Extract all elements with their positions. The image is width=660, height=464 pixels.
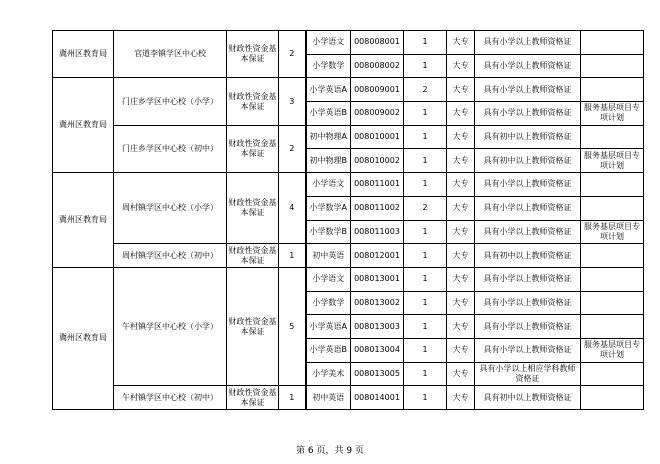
dept-cell: 冀州区教育局 bbox=[53, 173, 114, 268]
unit-cell: 门庄乡学区中心校（初中） bbox=[114, 125, 227, 172]
certificate-cell: 具有初中以上教师资格证 bbox=[475, 386, 581, 410]
remark-cell bbox=[581, 125, 644, 149]
code-cell: 008013001 bbox=[351, 267, 404, 291]
total-cell: 1 bbox=[279, 244, 306, 268]
total-cell: 2 bbox=[279, 125, 306, 172]
unit-cell: 官道李镇学区中心校 bbox=[114, 31, 227, 78]
count-cell: 1 bbox=[404, 315, 447, 339]
position-cell: 小学数学B bbox=[306, 220, 351, 244]
count-cell: 1 bbox=[404, 149, 447, 173]
code-cell: 008008002 bbox=[351, 54, 404, 78]
remark-cell bbox=[581, 31, 644, 55]
education-cell: 大专 bbox=[447, 196, 475, 220]
position-cell: 小学英语A bbox=[306, 315, 351, 339]
certificate-cell: 具有小学以上教师资格证 bbox=[475, 31, 581, 55]
remark-cell bbox=[581, 386, 644, 410]
fund-cell: 财政性资金基本保证 bbox=[227, 386, 279, 410]
code-cell: 008011002 bbox=[351, 196, 404, 220]
count-cell: 2 bbox=[404, 196, 447, 220]
count-cell: 1 bbox=[404, 173, 447, 197]
certificate-cell: 具有小学以上相应学科教师资格证 bbox=[475, 362, 581, 386]
dept-cell: 冀州区教育局 bbox=[53, 78, 114, 173]
remark-cell bbox=[581, 196, 644, 220]
certificate-cell: 具有小学以上教师资格证 bbox=[475, 54, 581, 78]
code-cell: 008009001 bbox=[351, 78, 404, 102]
position-cell: 小学语文 bbox=[306, 173, 351, 197]
table-row bbox=[53, 173, 644, 197]
education-cell: 大专 bbox=[447, 78, 475, 102]
education-cell: 大专 bbox=[447, 125, 475, 149]
unit-cell: 午村镇学区中心校（小学） bbox=[114, 267, 227, 385]
education-cell: 大专 bbox=[447, 54, 475, 78]
fund-cell: 财政性资金基本保证 bbox=[227, 267, 279, 385]
remark-cell: 服务基层项目专项计划 bbox=[581, 149, 644, 173]
count-cell: 1 bbox=[404, 291, 447, 315]
education-cell: 大专 bbox=[447, 386, 475, 410]
unit-cell: 周村镇学区中心校（初中） bbox=[114, 244, 227, 268]
fund-cell: 财政性资金基本保证 bbox=[227, 244, 279, 268]
code-cell: 008009002 bbox=[351, 102, 404, 126]
total-cell: 1 bbox=[279, 386, 306, 410]
certificate-cell: 具有小学以上教师资格证 bbox=[475, 196, 581, 220]
code-cell: 008011003 bbox=[351, 220, 404, 244]
position-cell: 初中物理A bbox=[306, 125, 351, 149]
fund-cell: 财政性资金基本保证 bbox=[227, 173, 279, 244]
certificate-cell: 具有小学以上教师资格证 bbox=[475, 220, 581, 244]
position-cell: 小学英语B bbox=[306, 102, 351, 126]
page-number: 第 6 页，共 9 页 bbox=[296, 446, 364, 456]
count-cell: 1 bbox=[404, 54, 447, 78]
code-cell: 008014001 bbox=[351, 386, 404, 410]
certificate-cell: 具有小学以上教师资格证 bbox=[475, 173, 581, 197]
education-cell: 大专 bbox=[447, 102, 475, 126]
remark-cell bbox=[581, 267, 644, 291]
remark-cell bbox=[581, 173, 644, 197]
fund-cell: 财政性资金基本保证 bbox=[227, 78, 279, 125]
position-cell: 初中物理B bbox=[306, 149, 351, 173]
count-cell: 1 bbox=[404, 102, 447, 126]
total-cell: 3 bbox=[279, 78, 306, 125]
remark-cell bbox=[581, 78, 644, 102]
count-cell: 1 bbox=[404, 220, 447, 244]
remark-cell: 服务基层项目专项计划 bbox=[581, 102, 644, 126]
dept-cell: 冀州区教育局 bbox=[53, 31, 114, 78]
count-cell: 2 bbox=[404, 78, 447, 102]
remark-cell bbox=[581, 54, 644, 78]
code-cell: 008010001 bbox=[351, 125, 404, 149]
table-row bbox=[53, 78, 644, 102]
education-cell: 大专 bbox=[447, 173, 475, 197]
total-cell: 4 bbox=[279, 173, 306, 244]
code-cell: 008013004 bbox=[351, 338, 404, 362]
total-cell: 5 bbox=[279, 267, 306, 385]
recruitment-table bbox=[52, 30, 644, 410]
code-cell: 008008001 bbox=[351, 31, 404, 55]
education-cell: 大专 bbox=[447, 338, 475, 362]
certificate-cell: 具有初中以上教师资格证 bbox=[475, 149, 581, 173]
position-cell: 小学英语B bbox=[306, 338, 351, 362]
education-cell: 大专 bbox=[447, 315, 475, 339]
remark-cell bbox=[581, 362, 644, 386]
certificate-cell: 具有初中以上教师资格证 bbox=[475, 244, 581, 268]
education-cell: 大专 bbox=[447, 362, 475, 386]
remark-cell: 服务基层项目专项计划 bbox=[581, 220, 644, 244]
count-cell: 1 bbox=[404, 31, 447, 55]
count-cell: 1 bbox=[404, 125, 447, 149]
remark-cell bbox=[581, 291, 644, 315]
count-cell: 1 bbox=[404, 244, 447, 268]
certificate-cell: 具有小学以上教师资格证 bbox=[475, 267, 581, 291]
table-row bbox=[53, 244, 644, 268]
dept-cell: 冀州区教育局 bbox=[53, 267, 114, 409]
table-row bbox=[53, 125, 644, 149]
position-cell: 初中英语 bbox=[306, 244, 351, 268]
code-cell: 008012001 bbox=[351, 244, 404, 268]
total-cell: 2 bbox=[279, 31, 306, 78]
position-cell: 小学美术 bbox=[306, 362, 351, 386]
position-cell: 小学数学 bbox=[306, 291, 351, 315]
education-cell: 大专 bbox=[447, 267, 475, 291]
education-cell: 大专 bbox=[447, 149, 475, 173]
remark-cell: 服务基层项目专项计划 bbox=[581, 338, 644, 362]
certificate-cell: 具有小学以上教师资格证 bbox=[475, 291, 581, 315]
certificate-cell: 具有小学以上教师资格证 bbox=[475, 315, 581, 339]
education-cell: 大专 bbox=[447, 244, 475, 268]
education-cell: 大专 bbox=[447, 291, 475, 315]
remark-cell bbox=[581, 244, 644, 268]
unit-cell: 门庄乡学区中心校（小学） bbox=[114, 78, 227, 125]
position-cell: 小学数学A bbox=[306, 196, 351, 220]
code-cell: 008011001 bbox=[351, 173, 404, 197]
code-cell: 008013002 bbox=[351, 291, 404, 315]
fund-cell: 财政性资金基本保证 bbox=[227, 125, 279, 172]
position-cell: 初中英语 bbox=[306, 386, 351, 410]
table-row bbox=[53, 267, 644, 291]
count-cell: 1 bbox=[404, 386, 447, 410]
unit-cell: 午村镇学区中心校（初中） bbox=[114, 386, 227, 410]
certificate-cell: 具有小学以上教师资格证 bbox=[475, 338, 581, 362]
position-cell: 小学英语A bbox=[306, 78, 351, 102]
remark-cell bbox=[581, 315, 644, 339]
code-cell: 008010002 bbox=[351, 149, 404, 173]
education-cell: 大专 bbox=[447, 220, 475, 244]
certificate-cell: 具有小学以上教师资格证 bbox=[475, 102, 581, 126]
position-cell: 小学语文 bbox=[306, 31, 351, 55]
table-row bbox=[53, 386, 644, 410]
unit-cell: 周村镇学区中心校（小学） bbox=[114, 173, 227, 244]
table-row bbox=[53, 31, 644, 55]
count-cell: 1 bbox=[404, 267, 447, 291]
count-cell: 1 bbox=[404, 362, 447, 386]
code-cell: 008013003 bbox=[351, 315, 404, 339]
fund-cell: 财政性资金基本保证 bbox=[227, 31, 279, 78]
education-cell: 大专 bbox=[447, 31, 475, 55]
position-cell: 小学语文 bbox=[306, 267, 351, 291]
certificate-cell: 具有初中以上教师资格证 bbox=[475, 125, 581, 149]
certificate-cell: 具有小学以上教师资格证 bbox=[475, 78, 581, 102]
count-cell: 1 bbox=[404, 338, 447, 362]
position-cell: 小学数学 bbox=[306, 54, 351, 78]
code-cell: 008013005 bbox=[351, 362, 404, 386]
